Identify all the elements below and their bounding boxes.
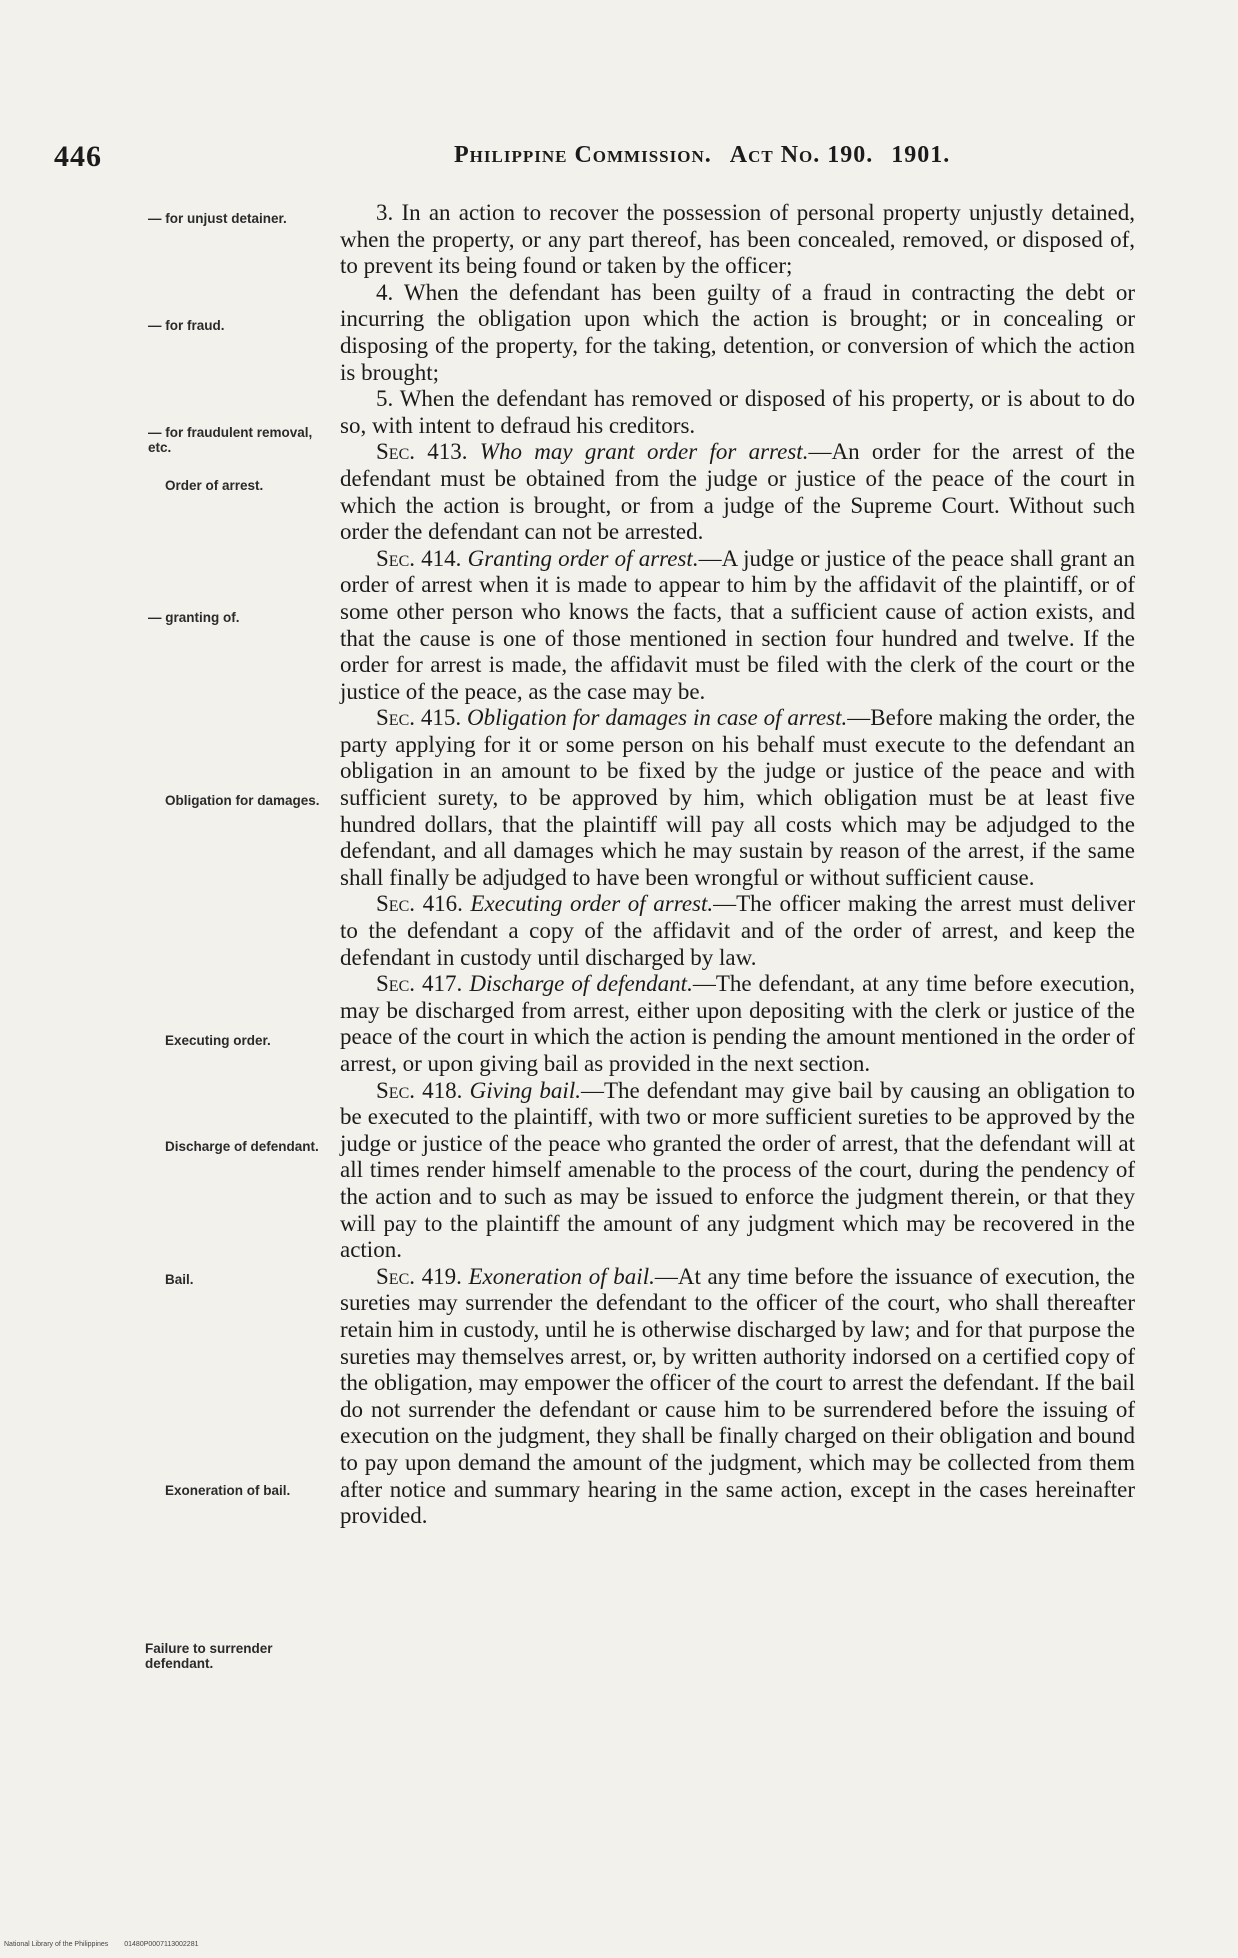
- section-number: Sec. 413.: [376, 439, 468, 465]
- section-heading: Granting order of arrest.: [467, 545, 699, 571]
- section-text: —A judge or justice of the peace shall grant an order of arrest when it is made to appear to him by the affidavit of the plaintiff, or of some other person who knows the facts, that a sufficient cause of action exists, and that the cause is one of those mentioned in section four hundred and twelve. If the order for arrest is made, the affidavit must be filed with the clerk of the court or the justice of the peace, as the case may be.: [340, 545, 1135, 704]
- section-heading: Obligation for damages in case of arrest.: [467, 705, 848, 731]
- body-text: [340, 200, 1135, 1530]
- section-heading: Who may grant order for arrest.: [479, 439, 809, 465]
- section-text: —The defendant may give bail by causing an obligation to be executed to the plaintiff, with two or more sufficient sureties to be approved by the judge or justice of the peace who granted the order of arrest, that the defendant will at all times render himself amenable to the process of the court, during the pendency of the action and to such as may be issued to enforce the judgment therein, or that they will pay to the plaintiff the amount of any judgment which may be recovered in the action.: [340, 1077, 1135, 1263]
- section-number: Sec. 416.: [376, 891, 463, 917]
- margin-note-granting: — granting of.: [148, 610, 240, 625]
- margin-note-failure-to-surrender: Failure to surrender defendant.: [145, 1641, 273, 1671]
- section-text: —At any time before the issuance of execution, the sureties may surrender the defendant to the officer of the court, who shall thereafter retain him in custody, until he is otherwise discharged by law; and for that purpose the sureties may themselves arrest, or, by written authority indorsed on a certified copy of the obligation, may empower the officer of the court to arrest the defendant. If the bail do not surrender the defendant or cause him to be surrendered before the issuing of execution on the judgment, they shall be finally charged on their obligation and bound to pay upon demand the amount of the judgment, which may be collected from them after notice and summary hearing in the same action, except in the cases hereinafter provided.: [340, 1263, 1136, 1529]
- running-head: [454, 142, 950, 169]
- margin-note-executing-order: Executing order.: [165, 1033, 271, 1048]
- library-credit: National Library of the Philippines: [4, 1941, 109, 1948]
- section-text: —Before making the order, the party applying for it or some person on his behalf must execute to the defendant an obligation in an amount to be fixed by the judge or justice of the peace and with sufficient surety, to be approved by him, which obligation must be at least five hundred dollars, that the plaintiff will pay all costs which may be adjudged to the defendant, and all damages which he may sustain by reason of the arrest, if the same shall finally be adjudged to have been wrongful or without sufficient cause.: [340, 705, 1135, 890]
- section-heading: Giving bail.: [469, 1077, 581, 1103]
- section-text: —The defendant, at any time before execution, may be discharged from arrest, either upon depositing with the clerk or justice of the peace of the court in which the action is pending the amount mentioned in the order of arrest, or upon giving bail as provided in the next section.: [340, 971, 1135, 1076]
- margin-note-discharge: Discharge of defendant.: [165, 1139, 319, 1154]
- scan-footer: [4, 1941, 212, 1948]
- page-header: [54, 140, 1184, 180]
- section-number: Sec. 414.: [376, 545, 462, 571]
- section-heading: Discharge of defendant.: [469, 971, 693, 997]
- section-number: Sec. 417.: [376, 971, 463, 997]
- paragraph-3: 3. In an action to recover the possession of personal property unjustly detained, when the property, or any part thereof, has been concealed, removed, or disposed of, to prevent its being found or taken by the officer;: [340, 200, 1135, 279]
- section-414: [340, 546, 1135, 706]
- page-number: 446: [54, 140, 102, 173]
- section-heading: Executing order of arrest.: [470, 891, 714, 917]
- paragraph-4: 4. When the defendant has been guilty of a fraud in contracting the debt or incurring the obligation upon which the action is brought; or in concealing or disposing of the property, for the taking, detention, or conversion of which the action is brought;: [340, 279, 1135, 385]
- margin-note-bail: Bail.: [165, 1272, 194, 1287]
- act-number: Act No. 190.: [729, 142, 874, 168]
- section-text: —An order for the arrest of the defendant must be obtained from the judge or justice of the peace of the court in which the action is brought, or from a judge of the Supreme Court. Without such order the defendant can not be arrested.: [340, 439, 1135, 545]
- section-heading: Exoneration of bail.: [468, 1263, 655, 1289]
- margin-note-fraud: — for fraud.: [148, 318, 225, 333]
- section-number: Sec. 415.: [376, 705, 462, 731]
- section-text: —The officer making the arrest must deliver to the defendant a copy of the affidavit and of the order of arrest, and keep the defendant in custody until discharged by law.: [340, 891, 1135, 970]
- section-415: [340, 705, 1135, 891]
- margin-note-order-of-arrest: Order of arrest.: [165, 478, 264, 493]
- section-418: [340, 1078, 1135, 1264]
- paragraph-5: 5. When the defendant has removed or disposed of his property, or is about to do so, with intent to defraud his creditors.: [340, 386, 1135, 438]
- section-413: [340, 439, 1135, 545]
- section-416: [340, 891, 1135, 971]
- year: 1901.: [891, 142, 951, 168]
- margin-note-unjust-detainer: — for unjust detainer.: [148, 211, 287, 226]
- margin-note-exoneration: Exoneration of bail.: [165, 1483, 291, 1498]
- section-number: Sec. 418.: [376, 1077, 463, 1103]
- section-417: [340, 971, 1135, 1077]
- section-number: Sec. 419.: [376, 1263, 462, 1289]
- margin-note-fraudulent-removal: — for fraudulent removal, etc.: [148, 425, 313, 455]
- section-419: [340, 1264, 1135, 1530]
- publication-title: Philippine Commission.: [454, 142, 712, 168]
- margin-note-obligation-damages: Obligation for damages.: [165, 793, 320, 808]
- scan-id: 01480P0007113002281: [124, 1941, 199, 1948]
